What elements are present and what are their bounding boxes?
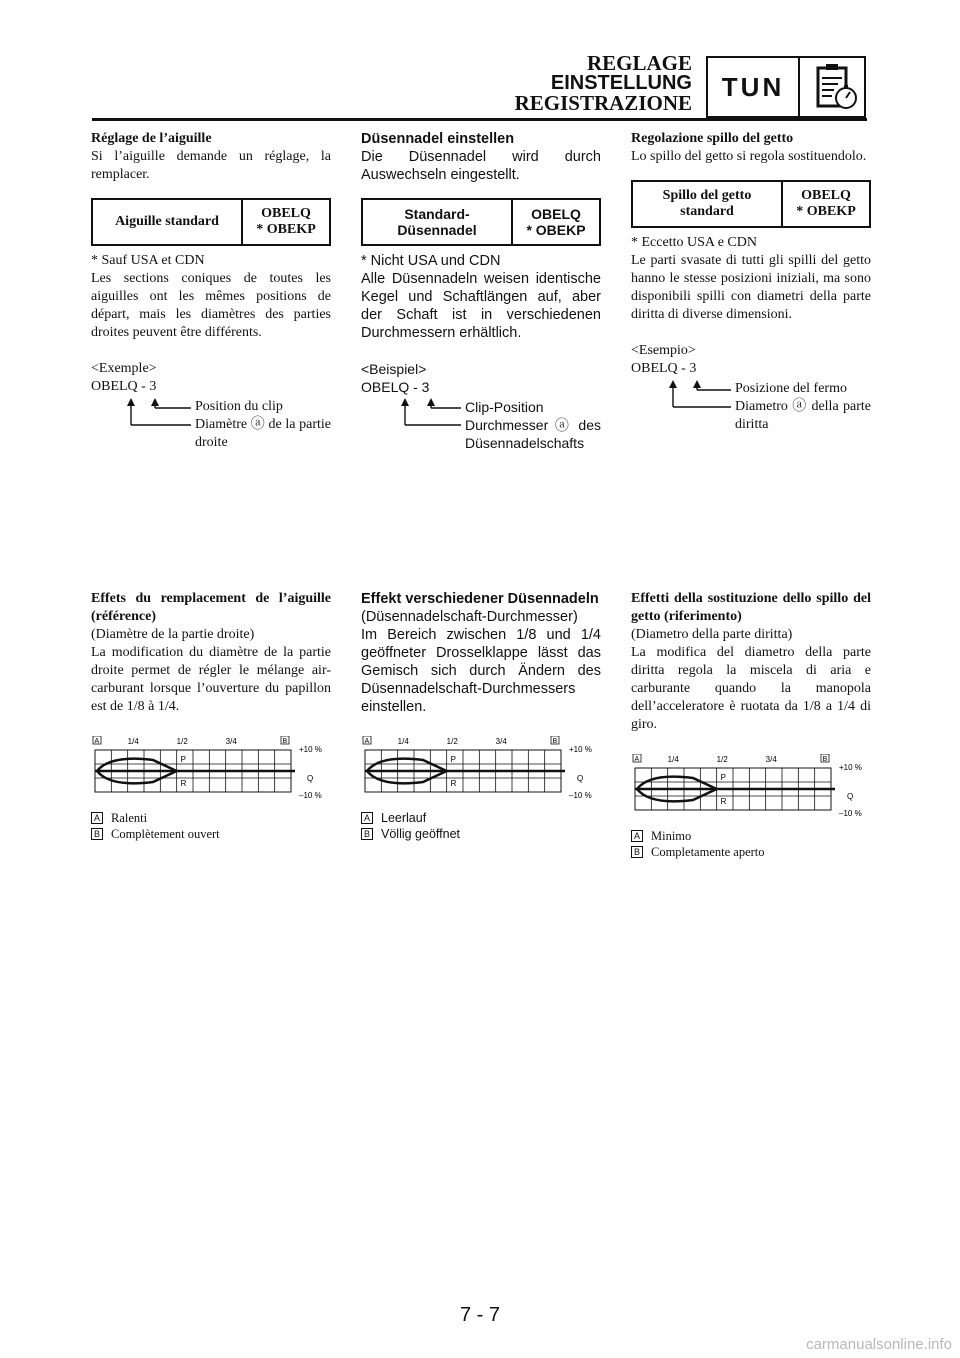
spec-value: OBELQ * OBEKP	[242, 199, 330, 245]
spec-table	[631, 180, 871, 228]
callout-clip-position: Position du clip	[195, 399, 283, 414]
header-rule	[92, 118, 867, 121]
marker-a-icon: A	[631, 830, 643, 842]
marker-b-icon	[551, 736, 559, 745]
lean-curve	[367, 771, 447, 783]
label-minus: –10 %	[569, 791, 592, 800]
callout-clip-position: Clip-Position	[465, 399, 544, 415]
column-italian	[631, 130, 871, 442]
label-r: R	[450, 779, 457, 788]
column-french	[91, 130, 331, 460]
effects-paragraph: La modifica del diametro della parte diritta regola la miscela di aria e carburante quando la manopola dell’acceleratore è ruotata da 1/8 a 1/4 di giro.	[631, 645, 871, 732]
marker-b-icon: B	[631, 846, 643, 858]
tick-label: 1/2	[716, 755, 728, 764]
label-p: P	[720, 773, 727, 782]
svg-text:A: A	[364, 738, 370, 745]
header-title-de: EINSTELLUNG	[550, 72, 692, 94]
effects-title: Effekt verschiedener Düsennadeln	[361, 591, 599, 607]
body-paragraph: Alle Düsennadeln weisen identische Kegel und Schaftlängen auf, aber der Schaft ist in verschiedenen Durchmessern erhältlich.	[361, 271, 601, 341]
header-title-it: REGISTRAZIONE	[514, 91, 692, 115]
needle-effect-diagram	[361, 736, 601, 806]
effects-paragraph: La modification du diamètre de la partie droite permet de régler le mélange air-carburant lorsque l’ouverture du papillon est de 1/8 à 1/4.	[91, 645, 331, 714]
column-german	[361, 130, 601, 460]
effects-subtitle: (Diamètre de la partie droite)	[91, 627, 255, 642]
section-badge-label: TUN	[708, 58, 800, 116]
example-tag: <Exemple>	[91, 361, 157, 376]
marker-a-icon: A	[91, 812, 103, 824]
label-minus: –10 %	[299, 791, 322, 800]
spec-value: OBELQ * OBEKP	[782, 181, 870, 227]
tick-label: 1/2	[176, 737, 188, 746]
lean-curve	[97, 771, 177, 783]
tick-label: 1/4	[397, 737, 409, 746]
rich-curve	[97, 759, 177, 771]
label-plus: +10 %	[299, 745, 322, 754]
effects-title: Effets du remplacement de l’aiguille (référence)	[91, 591, 331, 624]
tick-label: 3/4	[765, 755, 777, 764]
section-badge	[706, 56, 866, 118]
svg-text:A: A	[634, 756, 640, 763]
callout-clip-position: Posizione del fermo	[735, 381, 847, 396]
spec-table	[91, 198, 331, 246]
intro-text: Lo spillo del getto si regola sostituendolo.	[631, 149, 867, 164]
legend-a: A Minimo	[631, 828, 871, 844]
tick-label: 1/2	[446, 737, 458, 746]
tick-label: 3/4	[225, 737, 237, 746]
marker-a-icon: A	[361, 812, 373, 824]
tick-label: 1/4	[127, 737, 139, 746]
section-title: Regolazione spillo del getto	[631, 131, 794, 146]
svg-text:B: B	[552, 738, 558, 745]
page-number: 7 - 7	[459, 1304, 501, 1326]
svg-text:B: B	[282, 738, 288, 745]
intro-text: Die Düsennadel wird durch Auswechseln eingestellt.	[361, 149, 601, 183]
spec-label: Spillo del getto standard	[632, 181, 782, 227]
marker-b-icon	[281, 736, 289, 745]
label-p: P	[180, 755, 187, 764]
legend-a: A Leerlauf	[361, 810, 601, 826]
section-title: Réglage de l’aiguille	[91, 131, 212, 146]
label-plus: +10 %	[569, 745, 592, 754]
needle-effect-diagram	[91, 736, 331, 806]
label-q: Q	[577, 774, 584, 783]
label-r: R	[720, 797, 727, 806]
needle-code-callout	[361, 396, 601, 460]
rich-curve	[367, 759, 447, 771]
marker-a-icon	[93, 736, 101, 745]
watermark: carmanualsonline.info	[806, 1336, 952, 1353]
legend-b: B Complètement ouvert	[91, 826, 331, 842]
mixture-chart	[91, 736, 331, 806]
effects-italian	[631, 590, 871, 860]
label-p: P	[450, 755, 457, 764]
effects-subtitle: (Diametro della parte diritta)	[631, 627, 793, 642]
svg-text:A: A	[94, 738, 100, 745]
callout-diameter: Diametro ⓐ della parte diritta	[735, 399, 871, 432]
legend-a: A Ralenti	[91, 810, 331, 826]
tick-label: 3/4	[495, 737, 507, 746]
rich-curve	[637, 777, 717, 789]
label-q: Q	[307, 774, 314, 783]
marker-b-icon: B	[91, 828, 103, 840]
svg-text:B: B	[822, 756, 828, 763]
label-plus: +10 %	[839, 763, 862, 772]
marker-a-icon	[633, 754, 641, 763]
effects-german	[361, 590, 601, 842]
header-title-fr: REGLAGE	[586, 51, 692, 75]
marker-b-icon: B	[361, 828, 373, 840]
spec-value: OBELQ * OBEKP	[512, 199, 600, 245]
lean-curve	[637, 789, 717, 801]
spec-table	[361, 198, 601, 246]
effects-french	[91, 590, 331, 842]
marker-b-icon	[821, 754, 829, 763]
intro-text: Si l’aiguille demande un réglage, la remplacer.	[91, 149, 331, 182]
spec-label: Aiguille standard	[92, 199, 242, 245]
label-q: Q	[847, 792, 854, 801]
example-code: OBELQ - 3	[631, 361, 697, 376]
example-code: OBELQ - 3	[91, 379, 157, 394]
effects-paragraph: Im Bereich zwischen 1/8 und 1/4 geöffneter Drosselklappe lässt das Gemisch sich durch Ändern des Düsennadelschaft-Durchmessers einstellen.	[361, 627, 601, 715]
label-minus: –10 %	[839, 809, 862, 818]
body-paragraph: Les sections coniques de toutes les aiguilles ont les mêmes positions de départ, mais les diamètres des parties droites peuvent être différents.	[91, 271, 331, 340]
example-tag: <Esempio>	[631, 343, 696, 358]
legend-b: B Völlig geöffnet	[361, 826, 601, 842]
legend-b: B Completamente aperto	[631, 844, 871, 860]
footnote: * Sauf USA et CDN	[91, 253, 205, 268]
label-r: R	[180, 779, 187, 788]
footnote: * Eccetto USA e CDN	[631, 235, 757, 250]
needle-code-callout	[91, 396, 331, 460]
body-paragraph: Le parti svasate di tutti gli spilli del getto hanno le stesse posizioni iniziali, ma sono disponibili spilli con diametri della parte diritta di diverse dimensioni.	[631, 253, 871, 322]
tick-label: 1/4	[667, 755, 679, 764]
needle-code-callout	[631, 378, 871, 442]
needle-effect-diagram	[631, 754, 871, 824]
example-tag: <Beispiel>	[361, 361, 427, 377]
effects-title: Effetti della sostituzione dello spillo del getto (riferimento)	[631, 591, 871, 624]
footnote: * Nicht USA und CDN	[361, 253, 501, 269]
section-title: Düsennadel einstellen	[361, 131, 515, 147]
mixture-chart	[361, 736, 601, 806]
clipboard-stopwatch-icon	[804, 60, 864, 114]
example-code: OBELQ - 3	[361, 379, 430, 395]
spec-label: Standard-Düsennadel	[362, 199, 512, 245]
callout-diameter: Durchmesser ⓐ des Düsennadelschafts	[465, 417, 601, 451]
marker-a-icon	[363, 736, 371, 745]
effects-subtitle: (Düsennadelschaft-Durchmesser)	[361, 609, 578, 625]
callout-diameter: Diamètre ⓐ de la partie droite	[195, 417, 331, 450]
mixture-chart	[631, 754, 871, 824]
